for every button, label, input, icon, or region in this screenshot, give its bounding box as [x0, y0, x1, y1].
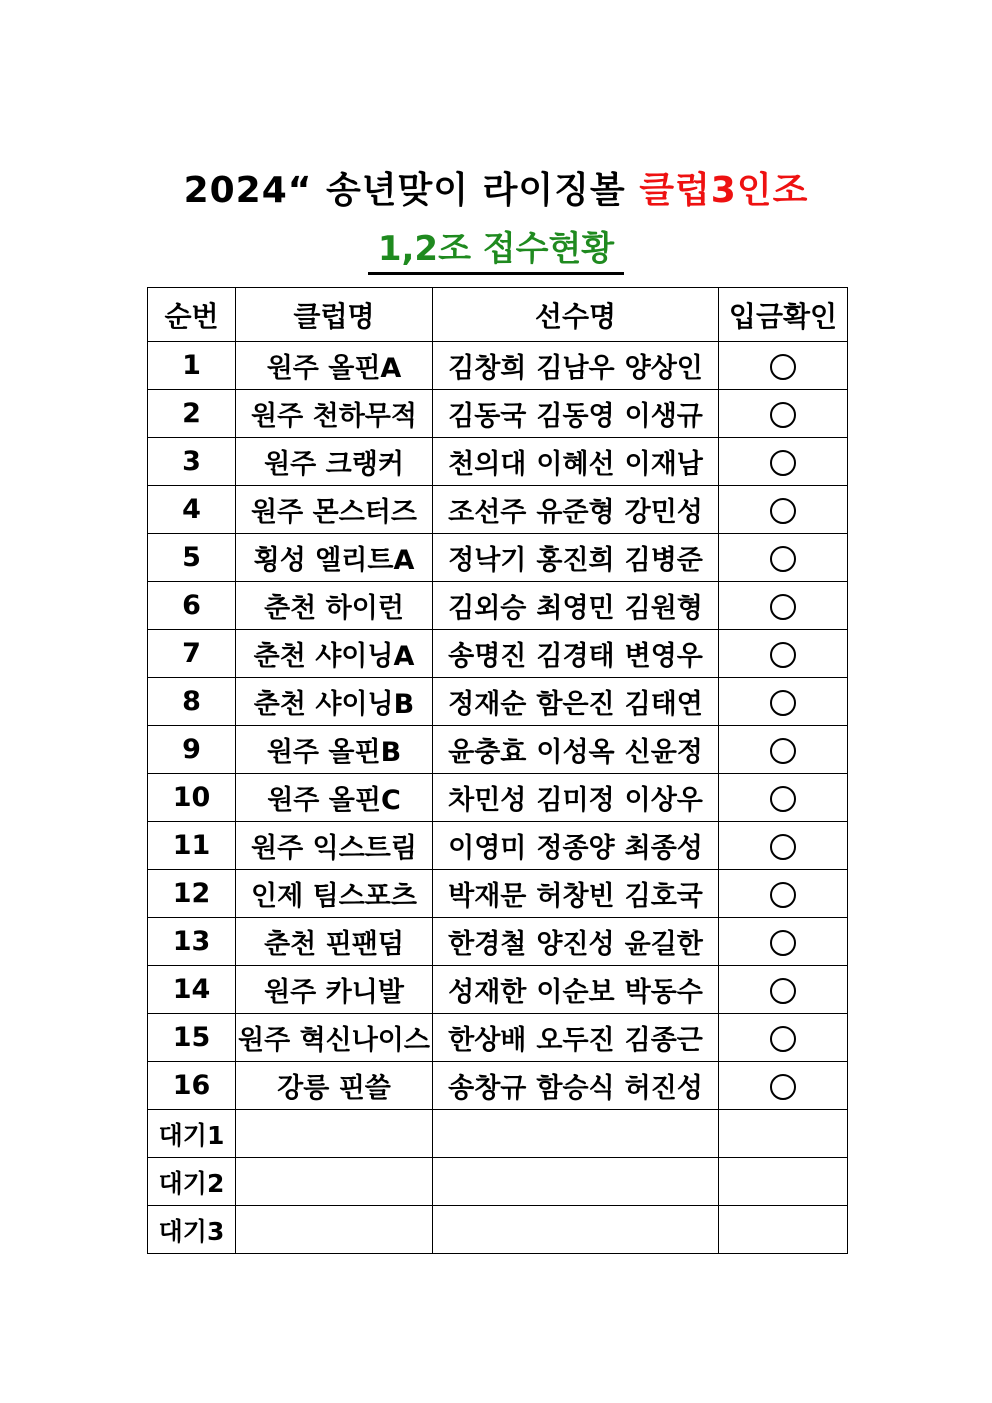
paid-circle-icon — [770, 930, 796, 956]
row-paid — [719, 630, 848, 678]
row-club — [236, 1206, 433, 1254]
row-players — [433, 870, 719, 918]
player-name: 이재남 — [624, 449, 703, 480]
row-seq: 10 — [148, 774, 236, 822]
row-seq: 2 — [148, 390, 236, 438]
player-name: 김미정 — [536, 785, 615, 816]
row-paid — [719, 822, 848, 870]
row-players — [433, 678, 719, 726]
row-paid — [719, 726, 848, 774]
row-seq: 13 — [148, 918, 236, 966]
player-name: 허창빈 — [536, 881, 615, 912]
row-players — [433, 726, 719, 774]
row-players — [433, 1014, 719, 1062]
header-row — [148, 288, 848, 342]
player-name: 김동국 — [448, 401, 527, 432]
player-name: 차민성 — [448, 785, 527, 816]
player-name: 김남우 — [536, 353, 615, 384]
header-seq: 순번 — [148, 288, 236, 342]
row-paid — [719, 486, 848, 534]
row-club — [236, 1158, 433, 1206]
player-name: 박재문 — [448, 881, 527, 912]
table-row — [148, 342, 848, 390]
row-paid — [719, 1206, 848, 1254]
row-paid — [719, 390, 848, 438]
row-seq: 15 — [148, 1014, 236, 1062]
player-name: 양진성 — [536, 929, 615, 960]
table-row — [148, 966, 848, 1014]
player-name: 최영민 — [536, 593, 615, 624]
row-players — [433, 630, 719, 678]
player-name: 김원형 — [624, 593, 703, 624]
row-players — [433, 918, 719, 966]
header-players: 선수명 — [433, 288, 719, 342]
row-seq: 4 — [148, 486, 236, 534]
row-seq: 7 — [148, 630, 236, 678]
row-seq: 9 — [148, 726, 236, 774]
title-prefix: 2024“ 송년맞이 라이징볼 — [183, 170, 640, 211]
player-name: 정재순 — [448, 689, 527, 720]
player-name: 한상배 — [448, 1025, 527, 1056]
table-row — [148, 1158, 848, 1206]
paid-circle-icon — [770, 1026, 796, 1052]
row-seq: 3 — [148, 438, 236, 486]
row-seq: 8 — [148, 678, 236, 726]
player-name: 윤길한 — [624, 929, 703, 960]
player-name: 함은진 — [536, 689, 615, 720]
row-players — [433, 774, 719, 822]
paid-circle-icon — [770, 450, 796, 476]
paid-circle-icon — [770, 402, 796, 428]
player-name: 허진성 — [624, 1073, 703, 1104]
row-players — [433, 1158, 719, 1206]
player-name: 김태연 — [624, 689, 703, 720]
row-seq: 12 — [148, 870, 236, 918]
row-club: 춘천 샤이닝B — [236, 678, 433, 726]
row-club — [236, 1110, 433, 1158]
player-name: 김동영 — [536, 401, 615, 432]
row-players — [433, 822, 719, 870]
table-row — [148, 1014, 848, 1062]
row-club: 춘천 샤이닝A — [236, 630, 433, 678]
table-row — [148, 630, 848, 678]
row-paid — [719, 870, 848, 918]
row-seq: 16 — [148, 1062, 236, 1110]
row-paid — [719, 918, 848, 966]
player-name: 정종양 — [536, 833, 615, 864]
row-club: 원주 익스트림 — [236, 822, 433, 870]
player-name: 이상우 — [624, 785, 703, 816]
row-seq: 대기2 — [148, 1158, 236, 1206]
player-name: 김호국 — [624, 881, 703, 912]
table-row — [148, 534, 848, 582]
player-name: 양상인 — [624, 353, 703, 384]
table-row — [148, 1206, 848, 1254]
player-name: 이영미 — [448, 833, 527, 864]
row-paid — [719, 438, 848, 486]
row-club: 원주 올핀B — [236, 726, 433, 774]
row-players — [433, 438, 719, 486]
row-paid — [719, 1062, 848, 1110]
row-club: 원주 올핀C — [236, 774, 433, 822]
paid-circle-icon — [770, 834, 796, 860]
player-name: 김창희 — [448, 353, 527, 384]
row-paid — [719, 1014, 848, 1062]
player-name: 김병준 — [624, 545, 703, 576]
row-club: 원주 천하무적 — [236, 390, 433, 438]
page-title — [0, 162, 992, 213]
table-row — [148, 918, 848, 966]
row-club: 원주 카니발 — [236, 966, 433, 1014]
row-club: 원주 크랭커 — [236, 438, 433, 486]
table-row — [148, 1110, 848, 1158]
player-name: 송명진 — [448, 641, 527, 672]
row-seq: 14 — [148, 966, 236, 1014]
table-row — [148, 1062, 848, 1110]
row-players — [433, 966, 719, 1014]
table-row — [148, 774, 848, 822]
player-name: 함승식 — [536, 1073, 615, 1104]
player-name: 김경태 — [536, 641, 615, 672]
row-players — [433, 582, 719, 630]
header-paid: 입금확인 — [719, 288, 848, 342]
paid-circle-icon — [770, 498, 796, 524]
row-paid — [719, 534, 848, 582]
row-paid — [719, 1158, 848, 1206]
row-club: 인제 팀스포츠 — [236, 870, 433, 918]
player-name: 오두진 — [536, 1025, 615, 1056]
title-highlight: 클럽3인조 — [639, 170, 809, 211]
row-players — [433, 534, 719, 582]
row-players — [433, 1062, 719, 1110]
player-name: 홍진희 — [536, 545, 615, 576]
paid-circle-icon — [770, 690, 796, 716]
player-name: 이성옥 — [536, 737, 615, 768]
row-club: 원주 몬스터즈 — [236, 486, 433, 534]
header-club: 클럽명 — [236, 288, 433, 342]
paid-circle-icon — [770, 738, 796, 764]
row-seq: 1 — [148, 342, 236, 390]
row-players — [433, 1206, 719, 1254]
row-club: 강릉 핀쓸 — [236, 1062, 433, 1110]
row-club: 춘천 하이런 — [236, 582, 433, 630]
row-players — [433, 342, 719, 390]
paid-circle-icon — [770, 354, 796, 380]
player-name: 박동수 — [624, 977, 703, 1008]
player-name: 성재한 — [448, 977, 527, 1008]
row-club: 춘천 핀팬덤 — [236, 918, 433, 966]
subtitle-wrap — [0, 228, 992, 275]
row-players — [433, 486, 719, 534]
player-name: 김종근 — [624, 1025, 703, 1056]
player-name: 조선주 — [448, 497, 527, 528]
table-row — [148, 582, 848, 630]
paid-circle-icon — [770, 1074, 796, 1100]
player-name: 이혜선 — [536, 449, 615, 480]
table-row — [148, 390, 848, 438]
table-row — [148, 678, 848, 726]
player-name: 변영우 — [624, 641, 703, 672]
paid-circle-icon — [770, 546, 796, 572]
player-name: 김외승 — [448, 593, 527, 624]
table-row — [148, 870, 848, 918]
paid-circle-icon — [770, 594, 796, 620]
row-paid — [719, 678, 848, 726]
table-row — [148, 726, 848, 774]
row-players — [433, 390, 719, 438]
row-club: 원주 올핀A — [236, 342, 433, 390]
row-paid — [719, 342, 848, 390]
row-players — [433, 1110, 719, 1158]
row-seq: 5 — [148, 534, 236, 582]
player-name: 최종성 — [624, 833, 703, 864]
paid-circle-icon — [770, 786, 796, 812]
paid-circle-icon — [770, 642, 796, 668]
player-name: 강민성 — [624, 497, 703, 528]
table-body — [148, 342, 848, 1254]
table-row — [148, 486, 848, 534]
row-club: 횡성 엘리트A — [236, 534, 433, 582]
player-name: 정낙기 — [448, 545, 527, 576]
row-paid — [719, 774, 848, 822]
row-club: 원주 혁신나이스 — [236, 1014, 433, 1062]
player-name: 천의대 — [448, 449, 527, 480]
player-name: 유준형 — [536, 497, 615, 528]
subtitle: 1,2조 접수현황 — [368, 228, 624, 275]
player-name: 이순보 — [536, 977, 615, 1008]
row-seq: 11 — [148, 822, 236, 870]
row-paid — [719, 966, 848, 1014]
player-name: 윤충효 — [448, 737, 527, 768]
player-name: 한경철 — [448, 929, 527, 960]
player-name: 이생규 — [624, 401, 703, 432]
row-paid — [719, 582, 848, 630]
table-row — [148, 822, 848, 870]
table-row — [148, 438, 848, 486]
row-seq: 6 — [148, 582, 236, 630]
row-seq: 대기3 — [148, 1206, 236, 1254]
paid-circle-icon — [770, 978, 796, 1004]
row-paid — [719, 1110, 848, 1158]
row-seq: 대기1 — [148, 1110, 236, 1158]
registration-table — [147, 287, 848, 1254]
player-name: 송창규 — [448, 1073, 527, 1104]
player-name: 신윤정 — [624, 737, 703, 768]
paid-circle-icon — [770, 882, 796, 908]
